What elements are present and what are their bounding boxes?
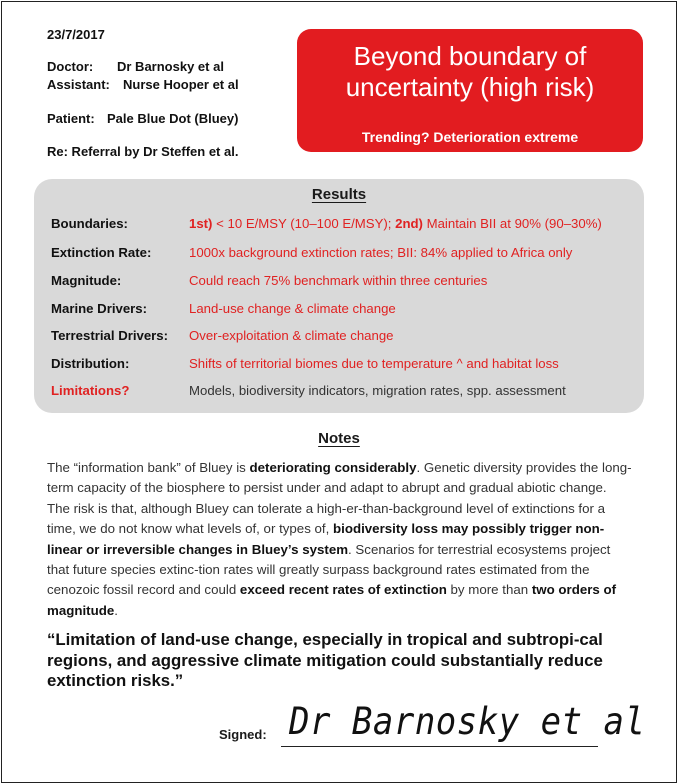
result-value: Could reach 75% benchmark within three centuries [189,273,488,288]
result-label: Marine Drivers: [51,301,148,316]
result-value: 1000x background extinction rates; BII: 84% applied to Africa only [189,245,573,260]
doctor-line [47,59,224,74]
notes-title: Notes [318,430,360,447]
result-value: Land-use change & climate change [189,301,396,316]
doctor-label: Doctor: [47,59,94,74]
date: 23/7/2017 [47,27,105,42]
signature: Dr Barnosky et al [289,700,646,744]
assistant-label: Assistant: [47,77,110,92]
result-label: Extinction Rate: [51,245,152,260]
result-label: Distribution: [51,356,130,371]
results-title: Results [311,186,367,203]
notes-body: The “information bank” of Bluey is deteriorating considerably. Genetic diversity provides the long-term capacity of the biosphere to persist under and adapt to abrupt and gradual abiotic change. The risk is that, although Bluey can tolerate a high-er-than-background level of extinctions for a time, we do not know what levels of, or types of, biodiversity loss may possibly trigger non-linear or irreversible changes in Bluey’s system. Scenarios for terrestrial ecosystems project that future species extinc-tion rates will greatly surpass background rates estimated from the cenozoic fossil record and could exceed recent rates of extinction by more than two orders of magnitude. [47,460,632,618]
result-value: Shifts of territorial biomes due to temperature ^ and habitat loss [189,356,559,371]
patient-name: Pale Blue Dot (Bluey) [107,111,239,126]
signature-line [281,746,598,747]
result-label: Magnitude: [51,273,122,288]
doctor-name: Dr Barnosky et al [117,59,224,74]
results-panel [34,179,644,413]
quote: “Limitation of land-use change, especially in tropical and subtropi-cal regions, and aggressive climate mitigation could substantially reduce extinction risks.” [47,630,603,690]
result-value: 1st) < 10 E/MSY (10–100 E/MSY); 2nd) Maintain BII at 90% (90–30%) [189,216,602,231]
risk-alert-box [297,29,643,152]
alert-subtitle: Trending? Deterioration extreme [361,129,579,145]
signed-label: Signed: [219,727,267,742]
referral-line: Re: Referral by Dr Steffen et al. [47,144,239,159]
assistant-line [47,77,239,92]
result-value: Models, biodiversity indicators, migration rates, spp. assessment [189,383,566,398]
result-label: Boundaries: [51,216,128,231]
alert-title-line2: uncertainty (high risk) [345,72,595,102]
result-value: Over-exploitation & climate change [189,328,394,343]
alert-title-line1: Beyond boundary of [353,41,587,71]
alert-title [297,41,643,103]
patient-label: Patient: [47,111,95,126]
patient-line [47,111,238,126]
assistant-name: Nurse Hooper et al [123,77,239,92]
result-label: Terrestrial Drivers: [51,328,169,343]
result-label: Limitations? [51,383,130,398]
